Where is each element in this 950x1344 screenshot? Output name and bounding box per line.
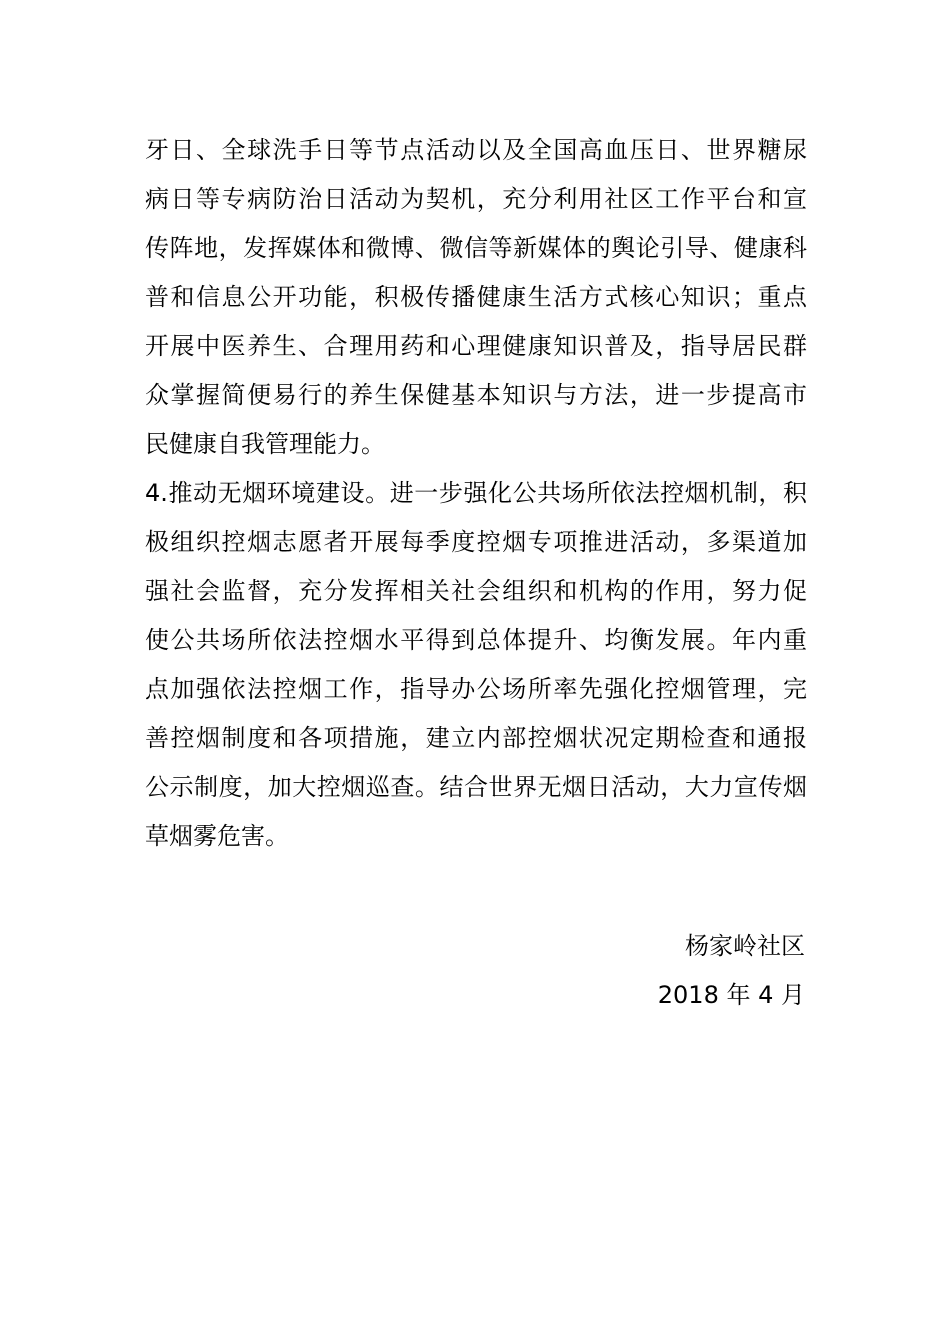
text-line: 使公共场所依法控烟水平得到总体提升、均衡发展。年内重 bbox=[145, 626, 807, 654]
text-line: 开展中医养生、合理用药和心理健康知识普及，指导居民群 bbox=[145, 332, 807, 360]
text-line: 强社会监督，充分发挥相关社会组织和机构的作用，努力促 bbox=[145, 577, 807, 605]
paragraph-smoke-free bbox=[145, 469, 807, 861]
text-line: 牙日、全球洗手日等节点活动以及全国高血压日、世界糖尿 bbox=[145, 136, 807, 164]
text-line: 草烟雾危害。 bbox=[145, 822, 289, 850]
text-line: 普和信息公开功能，积极传播健康生活方式核心知识；重点 bbox=[145, 283, 807, 311]
text-line: 极组织控烟志愿者开展每季度控烟专项推进活动，多渠道加 bbox=[145, 528, 807, 556]
text-line: 善控烟制度和各项措施，建立内部控烟状况定期检查和通报 bbox=[145, 724, 807, 752]
text-line: 民健康自我管理能力。 bbox=[145, 430, 385, 458]
text-line: 公示制度，加大控烟巡查。结合世界无烟日活动，大力宣传烟 bbox=[145, 773, 807, 801]
text-line: 病日等专病防治日活动为契机，充分利用社区工作平台和宣 bbox=[145, 185, 807, 213]
text-line: 4.推动无烟环境建设。进一步强化公共场所依法控烟机制，积 bbox=[145, 479, 807, 507]
text-line: 众掌握简便易行的养生保健基本知识与方法，进一步提高市 bbox=[145, 381, 807, 409]
signature-date: 2018 年 4 月 bbox=[657, 981, 805, 1009]
text-line: 点加强依法控烟工作，指导办公场所率先强化控烟管理，完 bbox=[145, 675, 807, 703]
document-body bbox=[145, 126, 807, 861]
text-line: 传阵地，发挥媒体和微博、微信等新媒体的舆论引导、健康科 bbox=[145, 234, 807, 262]
paragraph-health-promotion bbox=[145, 126, 807, 469]
signature-organization: 杨家岭社区 bbox=[685, 932, 805, 960]
